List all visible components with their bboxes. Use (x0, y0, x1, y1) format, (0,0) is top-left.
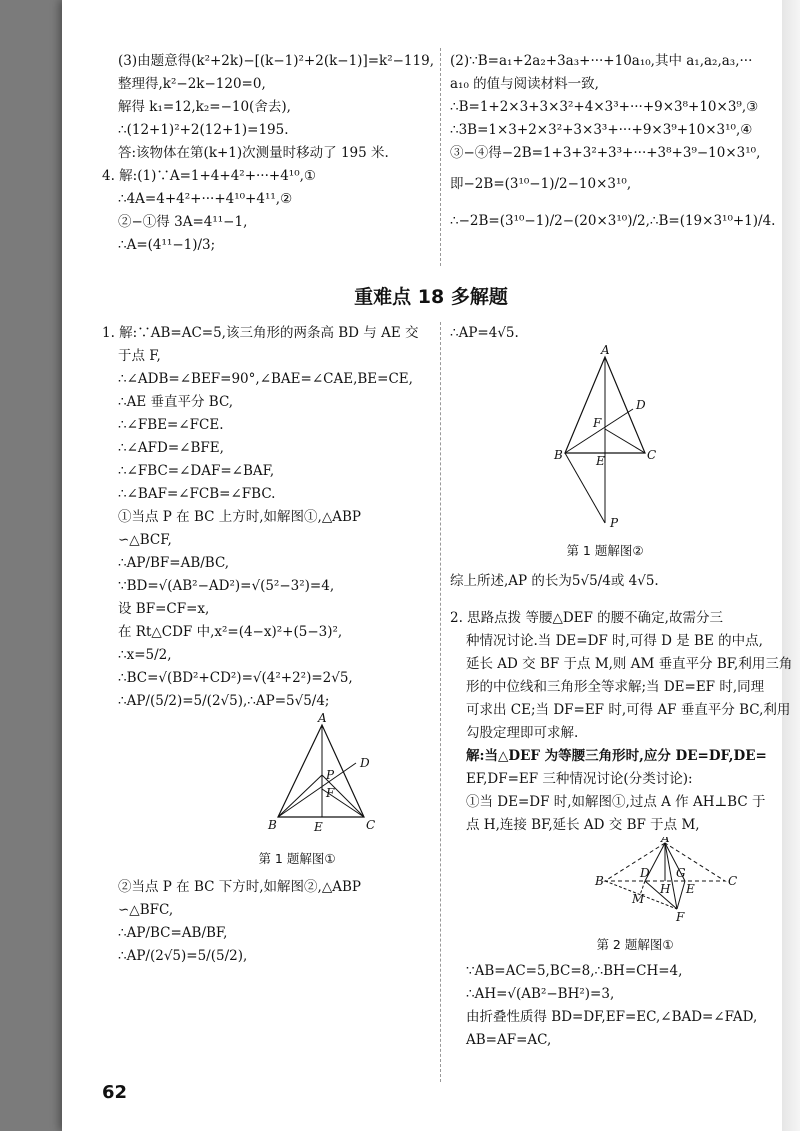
label-m: M (632, 892, 645, 906)
text-line: ∴−2B=(3¹⁰−1)/2−(20×3¹⁰)/2,∴B=(19×3¹⁰+1)/4. (450, 213, 776, 229)
label-b: B (595, 874, 604, 888)
text-line: 勾股定理即可求解. (466, 725, 579, 741)
text-line: ②−①得 3A=4¹¹−1, (118, 214, 248, 230)
figure-caption: 第 1 题解图② (566, 543, 644, 558)
text-line: ∴AP/(2√5)=5/(5/2), (118, 948, 248, 964)
text-line: ∴(12+1)²+2(12+1)=195. (118, 122, 289, 138)
text-line: ∴AP=4√5. (450, 325, 519, 341)
section-title: 重难点 18 多解题 (354, 286, 508, 308)
segment-ef (677, 881, 685, 909)
text-line: 4. 解:(1)∵A=1+4+4²+···+4¹⁰,① (102, 168, 317, 184)
text-line: 种情况讨论.当 DE=DF 时,可得 D 是 BE 的中点, (466, 633, 763, 649)
figure-1-2 (450, 345, 780, 535)
segment-bd (278, 763, 356, 817)
figure-1-1 (102, 713, 432, 853)
text-line: 可求出 CE;当 DF=EF 时,可得 AF 垂直平分 BC,利用 (466, 702, 791, 718)
page-number: 62 (102, 1082, 128, 1103)
text-line: ∴∠ADB=∠BEF=90°,∠BAE=∠CAE,BE=CE, (118, 371, 413, 387)
text-line: 2. 思路点拨 等腰△DEF 的腰不确定,故需分三 (450, 610, 723, 626)
label-d: D (636, 398, 646, 412)
text-line: ②当点 P 在 BC 下方时,如解图②,△ABP (118, 879, 361, 895)
text-line: ∴AP/BF=AB/BC, (118, 555, 230, 571)
text-line: 形的中位线和三角形全等求解;当 DE=EF 时,同理 (466, 679, 765, 695)
label-g: G (676, 866, 686, 880)
text-line: ∴4A=4+4²+···+4¹⁰+4¹¹,② (118, 191, 293, 207)
text-line: ∴∠FBC=∠DAF=∠BAF, (118, 463, 275, 479)
label-b: B (268, 818, 277, 832)
text-line: ∴AE 垂直平分 BC, (118, 394, 234, 410)
label-e: E (596, 454, 605, 468)
label-e: E (314, 820, 323, 834)
column-divider (440, 48, 441, 266)
segment-cf (605, 429, 645, 453)
label-h: H (660, 882, 671, 896)
text-line: ③−④得−2B=1+3+3²+3³+···+3⁸+3⁹−10×3¹⁰, (450, 145, 761, 161)
text-line: ∽△BFC, (118, 902, 174, 918)
text-line: ∴AH=√(AB²−BH²)=3, (466, 986, 615, 1002)
page (62, 0, 800, 1131)
label-c: C (366, 818, 376, 832)
text-line: ∴B=1+2×3+3×3²+4×3³+···+9×3⁸+10×3⁹,③ (450, 99, 759, 115)
text-line: AB=AF=AC, (466, 1032, 552, 1048)
text-line: ∴∠BAF=∠FCB=∠FBC. (118, 486, 276, 502)
segment-bp (278, 775, 322, 817)
label-a: A (601, 345, 610, 357)
label-p: P (610, 516, 619, 530)
page-edge (782, 0, 800, 1131)
text-line: ∴BC=√(BD²+CD²)=√(4²+2²)=2√5, (118, 670, 353, 686)
text-line: ∴∠AFD=∠BFE, (118, 440, 224, 456)
label-d: D (360, 756, 370, 770)
column-divider (440, 322, 441, 1082)
text-line: ∵AB=AC=5,BC=8,∴BH=CH=4, (466, 963, 683, 979)
text-line: 延长 AD 交 BF 于点 M,则 AM 垂直平分 BF,利用三角 (466, 656, 793, 672)
text-line: 综上所述,AP 的长为5√5/4或 4√5. (450, 573, 659, 589)
text-line: ∴∠FBE=∠FCE. (118, 417, 224, 433)
text-line: 答:该物体在第(k+1)次测量时移动了 195 米. (118, 145, 389, 161)
label-e: E (686, 882, 695, 896)
text-line: ∴x=5/2, (118, 647, 172, 663)
text-line: 解:当△DEF 为等腰三角形时,应分 DE=DF,DE= (466, 748, 767, 764)
question-1-left (102, 322, 432, 968)
text-line: ①当点 P 在 BC 上方时,如解图①,△ABP (118, 509, 361, 525)
text-line: ①当 DE=DF 时,如解图①,过点 A 作 AH⊥BC 于 (466, 794, 766, 810)
question-1-right (450, 322, 793, 1052)
text-line: ∽△BCF, (118, 532, 172, 548)
text-line: ∴AP/BC=AB/BF, (118, 925, 228, 941)
top-left-column (102, 50, 432, 257)
text-line: a₁₀ 的值与阅读材料一致, (450, 76, 599, 92)
text-line: ∴3B=1×3+2×3²+3×3³+···+9×3⁹+10×3¹⁰,④ (450, 122, 753, 138)
text-line: 整理得,k²−2k−120=0, (118, 76, 266, 92)
text-line: 点 H,连接 BF,延长 AD 交 BF 于点 M, (466, 817, 700, 833)
label-f: F (676, 910, 685, 924)
triangle-abc (278, 725, 364, 817)
text-line: (2)∵B=a₁+2a₂+3a₃+···+10a₁₀,其中 a₁,a₂,a₃,··· (450, 53, 753, 69)
label-d: D (640, 866, 650, 880)
text-line: 解得 k₁=12,k₂=−10(舍去), (118, 99, 291, 115)
label-f: F (326, 786, 335, 800)
text-line: 于点 F, (118, 348, 161, 364)
text-line: ∵BD=√(AB²−AD²)=√(5²−3²)=4, (118, 578, 335, 594)
label-p: P (326, 768, 335, 782)
text-line: EF,DF=EF 三种情况讨论(分类讨论): (466, 771, 693, 787)
label-c: C (647, 448, 657, 462)
text-line: (3)由题意得(k²+2k)−[(k−1)²+2(k−1)]=k²−119, (118, 53, 434, 69)
label-f: F (593, 416, 602, 430)
text-line: 1. 解:∵AB=AC=5,该三角形的两条高 BD 与 AE 交 (102, 325, 419, 341)
figure-2-1 (450, 837, 780, 929)
text-line: ∴A=(4¹¹−1)/3; (118, 237, 216, 253)
label-a: A (318, 713, 327, 725)
figure-caption: 第 2 题解图① (596, 937, 674, 952)
label-b: B (554, 448, 563, 462)
label-c: C (728, 874, 738, 888)
text-line: 设 BF=CF=x, (118, 601, 210, 617)
top-right-column (450, 50, 780, 233)
text-line: 在 Rt△CDF 中,x²=(4−x)²+(5−3)², (118, 624, 343, 640)
text-line: 即−2B=(3¹⁰−1)/2−10×3¹⁰, (450, 176, 632, 192)
figure-caption: 第 1 题解图① (258, 851, 336, 866)
text-line: 由折叠性质得 BD=DF,EF=EC,∠BAD=∠FAD, (466, 1009, 758, 1025)
label-a: A (661, 837, 670, 845)
text-line: ∴AP/(5/2)=5/(2√5),∴AP=5√5/4; (118, 693, 330, 709)
